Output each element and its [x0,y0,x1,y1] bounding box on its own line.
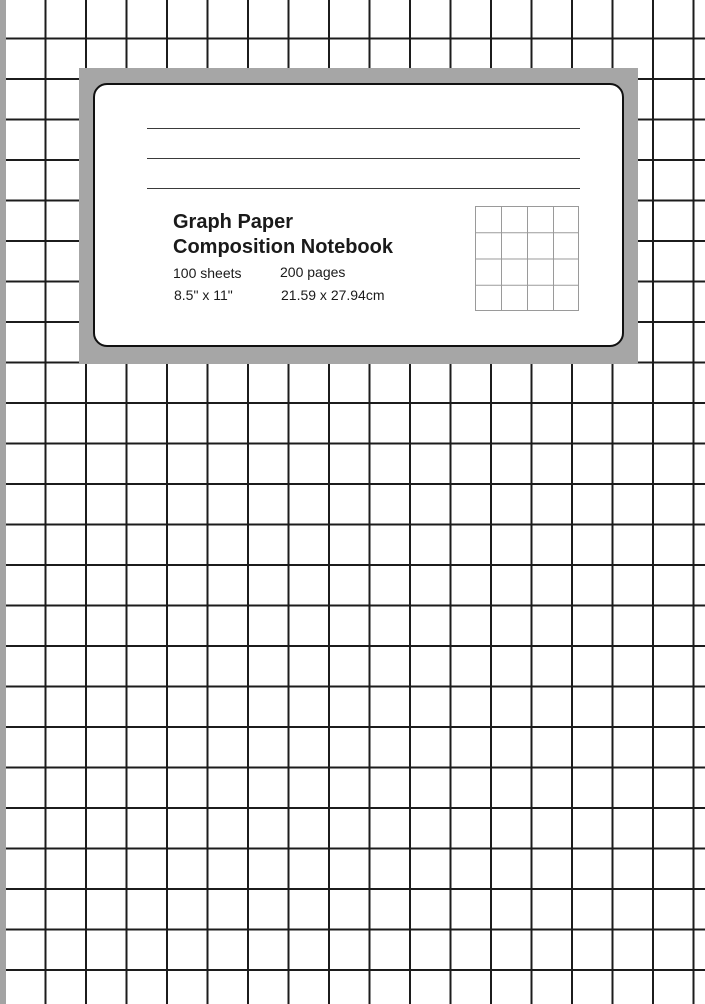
cover-title-line-1: Graph Paper [173,211,294,233]
sheet-count: 100 sheets [173,265,242,281]
size-centimeters: 21.59 x 27.94cm [281,287,385,303]
cover-spine-edge [0,0,6,1004]
subject-write-line [147,158,580,159]
name-write-line [147,128,580,129]
cover-title-line-2: Composition Notebook [173,236,393,258]
page-count: 200 pages [280,264,346,280]
graph-grid-icon [475,206,579,311]
class-write-line [147,188,580,189]
size-inches: 8.5" x 11" [174,287,233,303]
